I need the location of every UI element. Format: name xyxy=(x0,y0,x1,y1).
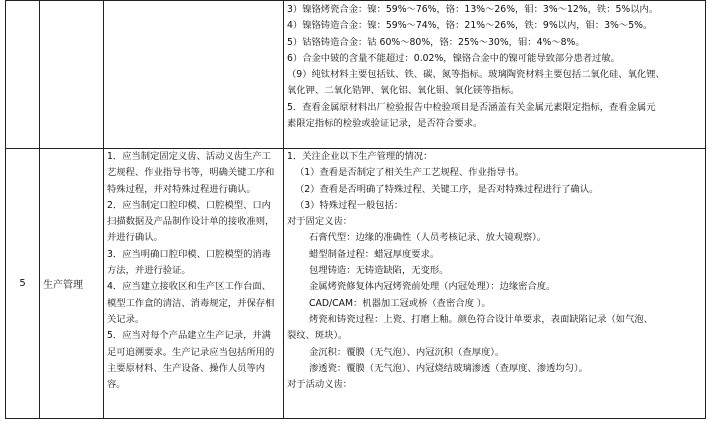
check-line: （1）查看是否制定了相关生产工艺规程、作业指导书。 xyxy=(295,167,525,179)
check-line: 5．查看金属原材料出厂检验报告中检验项目是否涵盖有关金属元素限定指标，查看金属元 xyxy=(287,101,656,113)
check-line: 渗透瓷：覆膜（无气泡）、内冠烧结玻璃渗透（查厚度、渗透均匀）。 xyxy=(309,362,588,374)
check-line: （9）纯钛材料主要包括钛、铁、碳、氮等指标。玻璃陶瓷材料主要包括二氧化硅、氧化锂、 xyxy=(287,69,665,81)
check-line: （3）特殊过程一般包括： xyxy=(295,199,404,211)
check-cell xyxy=(284,149,706,419)
check-line: 1．关注企业以下生产管理的情况： xyxy=(287,151,433,162)
check-line: 金属烤瓷修复体内冠烤瓷前处理（内冠处理）：边缘密合度。 xyxy=(309,281,556,293)
check-line: CAD/CAM：机器加工冠或桥（查密合度 ）。 xyxy=(309,297,491,309)
requirement-cell xyxy=(104,149,284,419)
check-line: 4）镍铬铸造合金：镍：59%～74%，铬：21%～26%，铁：9%以内，钼：3%～5%。 xyxy=(287,20,653,32)
requirement-text-block xyxy=(104,149,283,417)
check-cell xyxy=(284,1,706,149)
table-row xyxy=(6,149,706,419)
check-line: 包埋铸造：无铸造缺陷，无变形。 xyxy=(309,265,449,277)
check-line: 石膏代型：边缘的准确性（人员考核记录、放大镜观察）。 xyxy=(309,232,547,244)
check-line: 对于活动义齿： xyxy=(287,379,353,391)
number-cell xyxy=(6,1,40,149)
check-text-block xyxy=(284,1,705,148)
check-line: 蜡型制备过程：蜡冠厚度要求。 xyxy=(309,248,440,260)
check-text-block xyxy=(284,149,705,417)
check-line: 对于固定义齿： xyxy=(287,216,353,228)
regulation-table xyxy=(5,0,706,419)
requirement-paragraph: 3．应当明确口腔印模、口腔模型的消毒方法，并进行验证。 xyxy=(107,248,271,277)
table-row xyxy=(6,1,706,149)
row-number: 5 xyxy=(6,149,40,419)
check-line: 6）合金中铍的含量不能超过：0.02%，镍铬合金中的镍可能导致部分患者过敏。 xyxy=(287,52,620,64)
check-line: 烤瓷和铸瓷过程：上瓷、打磨上釉。颜色符合设计单要求，表面缺陷记录（如气泡、 xyxy=(309,313,653,325)
check-line: 5）钴铬铸造合金：钴 60%～80%，铬：25%～30%，钼：4%～8%。 xyxy=(287,36,585,48)
check-line: 裂纹、斑块）。 xyxy=(287,330,348,342)
check-line: （2）查看是否明确了特殊过程、关键工序，是否对特殊过程进行了确认。 xyxy=(295,183,599,195)
item-name: 生产管理 xyxy=(40,149,104,419)
requirement-paragraph: 2．应当制定口腔印模、口腔模型、口内扫描数据及产品制作设计单的接收准则，并进行确认。 xyxy=(107,199,275,244)
requirement-paragraph: 4．应当建立接收区和生产区工作台面、模型工作盒的清洁、消毒规定，并保存相关记录。 xyxy=(107,281,275,325)
requirement-paragraph: 5．应当对每个产品建立生产记录，并满足可追溯要求。生产记录应当包括所用的主要原材料、生产设备、操作人员等内容。 xyxy=(107,330,275,391)
check-line: 金沉积：覆膜（无气泡）、内冠沉积（查厚度）。 xyxy=(309,346,505,358)
item-cell xyxy=(40,1,104,149)
requirement-cell xyxy=(104,1,284,149)
check-line: 素限定指标的检验或验证记录，是否符合要求。 xyxy=(287,118,483,130)
requirement-paragraph: 1．应当制定固定义齿、活动义齿生产工艺规程、作业指导书等，明确关键工序和特殊过程，并对特殊过程进行确认。 xyxy=(107,151,275,195)
check-line: 3）镍铬烤瓷合金：镍：59%～76%，铬：13%～26%，钼：3%～12%，铁：5%以内。 xyxy=(287,4,659,15)
check-line: 氧化钾、二氧化锆钾、氧化铝、氧化钼、氧化镁等指标。 xyxy=(287,85,520,97)
